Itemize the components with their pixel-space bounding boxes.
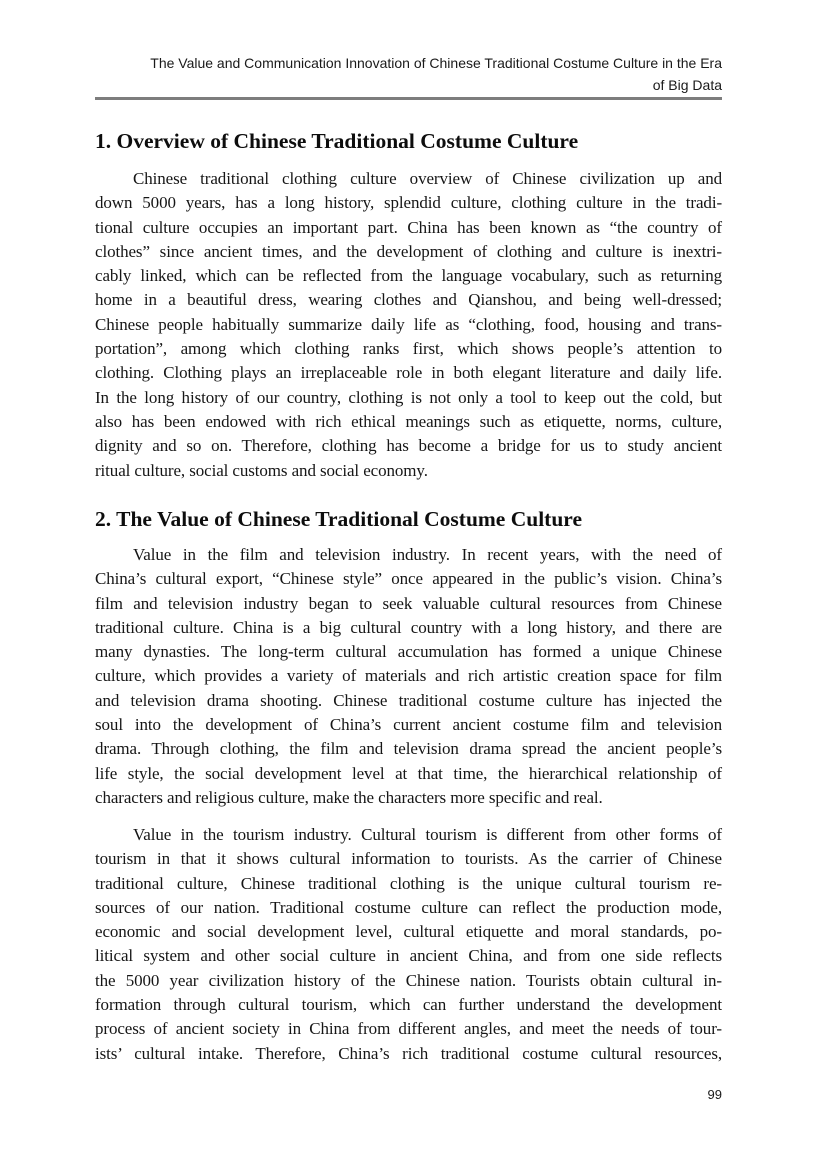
paragraph: Value in the film and television industry. In recent years, with the need of China’s cultural export, “Chinese style” once appeared in the public’s vision. China’s film and television industry began to seek valuable cultural resources from Chinese traditional culture. China is a big cultural country with a long history, and there are many dynasties. The long-term cultural accumulation has formed a unique Chinese culture, which provides a variety of materials and rich artistic creation space for film and television drama shooting. Chinese traditional costume culture has injected the soul into the development of China’s current ancient costume film and television drama. Through clothing, the film and television drama spread the ancient people’s life style, the social development level at that time, the hierarchical relationship of characters and religious culture, make the characters more specific and real.	[95, 545, 722, 807]
page-number: 99	[707, 1087, 722, 1102]
section-heading-1: 1. Overview of Chinese Traditional Costume Culture	[95, 129, 579, 153]
running-head-line-1: The Value and Communication Innovation of Chinese Traditional Costume Culture in the Era	[150, 55, 722, 71]
running-head	[95, 53, 722, 96]
paragraph: Chinese traditional clothing culture overview of Chinese civilization up and down 5000 years, has a long history, splendid culture, clothing culture in the tradi- tional culture occupies an important part. China has been known as “the country of clothes” since ancient times, and the development of clothing and culture is inextri- cably linked, which can be reflected from the language vocabulary, such as returning home in a beautiful dress, wearing clothes and Qianshou, and being well-dressed; Chinese people habitually summarize daily life as “clothing, food, housing and trans- portation”, among which clothing ranks first, which shows people’s attention to clothing. Clothing plays an irreplaceable role in both elegant literature and daily life. In the long history of our country, clothing is not only a tool to keep out the cold, but also has been endowed with rich ethical meanings such as etiquette, norms, culture, dignity and so on. Therefore, clothing has become a bridge for us to study ancient ritual culture, social customs and social economy.	[95, 169, 722, 480]
running-head-line-2: of Big Data	[652, 76, 722, 93]
section-heading-2: 2. The Value of Chinese Traditional Costume Culture	[95, 507, 582, 531]
paragraph: Value in the tourism industry. Cultural tourism is different from other forms of tourism in that it shows cultural information to tourists. As the carrier of Chinese traditional culture, Chinese traditional clothing is the unique cultural tourism re- sources of our nation. Traditional costume culture can reflect the production mode, economic and social development level, cultural etiquette and moral standards, po- litical system and other social culture in ancient China, and from one side reflects the 5000 year civilization history of the Chinese nation. Tourists obtain cultural in- formation through cultural tourism, which can further understand the development process of ancient society in China from different angles, and meet the needs of tour- ists’ cultural intake. Therefore, China’s rich traditional costume cultural resources,	[95, 825, 722, 1063]
header-divider	[95, 97, 722, 100]
